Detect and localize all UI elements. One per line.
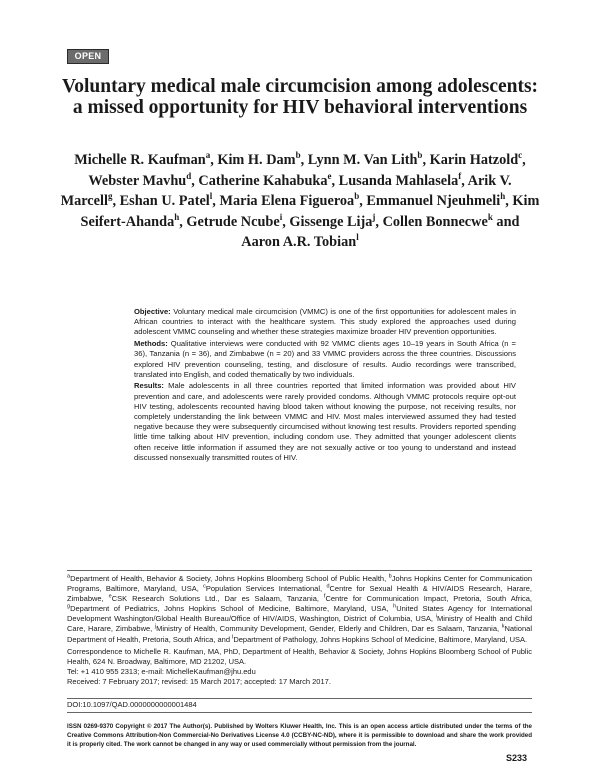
author-affiliation-mark: h (500, 191, 506, 202)
author-affiliation-mark: b (295, 150, 301, 161)
author-affiliation-mark: k (487, 212, 493, 223)
affiliation-text: Centre for Communication Impact, Pretoria, South Africa, (325, 594, 532, 604)
affiliation-text: Ministry of Health and Child Care, Harare, Zimbabwe, (67, 614, 532, 634)
affiliation-text: Population Services International, (205, 584, 327, 594)
footnote-divider (67, 570, 532, 571)
license-text: ISSN 0269-9370 Copyright © 2017 The Author(s). Published by Wolters Kluwer Health, Inc. This is an open access article distributed under the terms of the Creative Commons Attribution-Non Commercial-No Derivatives License 4.0 (CCBY-NC-ND), where it is permissible to download and share the work provided it is properly cited. The work cannot be changed in any way or used commercially without permission from the journal. (67, 723, 532, 748)
author-affiliation-mark: l (209, 191, 213, 202)
affiliation-mark: j (154, 623, 157, 630)
author-affiliation-mark: a (205, 150, 211, 161)
author-affiliation-mark: h (174, 212, 180, 223)
author-affiliation-mark: g (107, 191, 113, 202)
footnotes (67, 574, 532, 687)
affiliation-text: Department of Pathology, Johns Hopkins School of Medicine, Baltimore, Maryland, USA. (233, 634, 528, 644)
contact: Tel: +1 410 955 2313; e-mail: MichelleKaufman@jhu.edu (67, 666, 256, 676)
abstract-objective (134, 307, 516, 338)
author-affiliation-mark: f (458, 170, 462, 181)
affiliation-mark: c (203, 583, 206, 590)
methods-text: Qualitative interviews were conducted with 92 VMMC clients ages 10–19 years in South Africa (n = 36), Tanzania (n = 36), and Zimbabwe (n = 20) and 33 VMMC providers across the three countries. Discussions explored HIV prevention counseling, testing, and disclosure of results. Audio recordings were transcribed, translated into English, and coded thematically by two individuals. (134, 339, 516, 379)
author-name: Kim H. Dam (217, 152, 296, 168)
author-name: Kim Seifert-Ahanda (80, 193, 540, 230)
author (120, 193, 213, 209)
objective-text: Voluntary medical male circumcision (VMMC) is one of the first opportunities for adolescent males in African countries to interact with the healthcare system. This study explored the approaches used during adolescent VMMC counseling and whether these strategies maximize broader HIV prevention opportunities. (134, 307, 516, 337)
author-conjunction: and (496, 213, 520, 230)
affiliation-mark: a (67, 573, 71, 580)
author-affiliation-mark: b (354, 191, 360, 202)
author-affiliation-mark: e (327, 170, 332, 181)
affiliation-mark: e (108, 593, 112, 600)
objective-label: Objective: (134, 307, 171, 316)
affiliation-mark: k (501, 623, 505, 630)
open-access-badge: OPEN (67, 49, 109, 64)
author (88, 170, 192, 189)
author-affiliation-mark: b (417, 150, 423, 161)
author (74, 152, 210, 168)
affiliation-mark: d (326, 583, 330, 590)
author (219, 193, 359, 209)
affiliation-text: Centre for Sexual Health & HIV/AIDS Research, Harare, Zimbabwe, (67, 584, 533, 604)
author-name: Collen Bonnecwe (382, 213, 488, 230)
methods-label: Methods: (134, 339, 168, 349)
author-name: Webster Mavhu (88, 172, 187, 189)
abstract-methods (134, 339, 516, 380)
affiliation-text: Department of Health, Behavior & Society, Johns Hopkins Bloomberg School of Public Health, (70, 574, 389, 583)
author-list: Michelle R. Kaufman$^a$, Kim H. Dam$^b$, Lynn M. Van Lith$^b$, Karin Hatzold$^c$, Webster Mavhu$^d$, Catherine Kahabuka$^e$, Lusanda Mahlasela$^f$, Arik V. Marcell$^g$, Eshan U. Patel$^l$, Maria Elena Figueroa$^b$, Emmanuel Njeuhmeli$^h$, Kim Seifert-Ahanda$^h$, Getrude Ncube$^i$, Gissenge Lija$^j$, Collen Bonnecwe$^k$ and Aaron A.R. Tobian$^l$ (60, 150, 540, 251)
author-name: Catherine Kahabuka (198, 172, 328, 189)
author-name: Karin Hatzold (429, 152, 519, 168)
author-affiliation-mark: c (518, 150, 523, 161)
author-name: Lusanda Mahlasela (338, 172, 459, 189)
doi: DOI:10.1097/QAD.0000000000001484 (67, 700, 197, 709)
author-name: Emmanuel Njeuhmeli (366, 193, 501, 210)
correspondence: Correspondence to Michelle R. Kaufman, MA, PhD, Department of Health, Behavior & Society, Johns Hopkins Bloomberg School of Public Health, 624 N. Broadway, Baltimore, MD 21202, USA. (67, 646, 532, 666)
author-affiliation-mark: j (372, 212, 376, 223)
affiliation-text: Johns Hopkins Center for Communication Programs, Baltimore, Maryland, USA, (67, 574, 532, 594)
affiliation-mark: f (323, 593, 326, 600)
affiliation-text: Ministry of Health, Community Development, Gender, Elderly and Children, Dar es Salaam, Tanzania, (156, 624, 502, 634)
affiliation-mark: h (393, 603, 397, 610)
author (198, 170, 332, 189)
license-divider (67, 712, 532, 713)
author-affiliation-mark: i (279, 212, 283, 223)
affiliation-text: United States Agency for International Development Washington/Global Health Bureau/Office of HIV/AIDS, Washington, District of Columbia, USA, (67, 604, 532, 624)
affiliation-mark: b (388, 573, 392, 580)
affiliation-text: CSK Research Solutions Ltd., Dar es Salaam, Tanzania, (111, 594, 324, 604)
author (338, 170, 462, 189)
author-name: Gissenge Lija (289, 213, 373, 230)
author (383, 214, 493, 230)
author-name: Eshan U. Patel (119, 193, 210, 210)
affiliations (67, 574, 532, 645)
author (430, 152, 523, 168)
author-name: Arik V. Marcell (60, 172, 512, 210)
affiliation-mark: i (435, 613, 438, 620)
affiliation-mark: g (67, 603, 71, 610)
author-name: Aaron A.R. Tobian (241, 234, 357, 251)
received-dates: Received: 7 February 2017; revised: 15 March 2017; accepted: 17 March 2017. (67, 676, 331, 686)
affiliation-text: Department of Pediatrics, Johns Hopkins School of Medicine, Baltimore, Maryland, USA, (70, 604, 394, 614)
author-name: Getrude Ncube (186, 213, 280, 230)
author-affiliation-mark: l (356, 232, 359, 243)
abstract-results (134, 381, 516, 463)
affiliation-text: National Department of Health, Pretoria, South Africa, and (67, 624, 532, 644)
author (186, 214, 282, 230)
author (217, 152, 300, 168)
author (308, 152, 423, 168)
affiliation-mark: l (232, 634, 234, 641)
author (289, 214, 375, 230)
results-label: Results: (134, 381, 164, 391)
author-name: Maria Elena Figueroa (219, 193, 355, 210)
page-number: S233 (506, 753, 528, 763)
article-title: Voluntary medical male circumcision among adolescents: a missed opportunity for HIV behavioral interventions (61, 76, 539, 118)
author-name: Michelle R. Kaufman (74, 152, 206, 168)
doi-divider (67, 698, 532, 699)
author-name: Lynn M. Van Lith (307, 152, 418, 168)
author (241, 234, 358, 250)
abstract (134, 307, 516, 465)
author-affiliation-mark: d (186, 170, 192, 181)
author (366, 193, 505, 209)
results-text: Male adolescents in all three countries reported that limited information was provided about HIV prevention and care, and adolescents were rarely provided condoms. Although VMMC protocols require opt-out HIV testing, adolescents recounted having blood taken without knowing the purpose, not receiving results, nor completely understanding the link between VMMC and HIV. Most males interviewed assumed they had tested negative because they were subsequently circumcised without knowing test results. Providers reported spending little time talking about HIV prevention, including condom use. They admitted that younger adolescent clients often receive little information if assumed they are not sexually active or too young to understand and instead discussed nonsexually transmitted routes of HIV. (134, 381, 516, 462)
